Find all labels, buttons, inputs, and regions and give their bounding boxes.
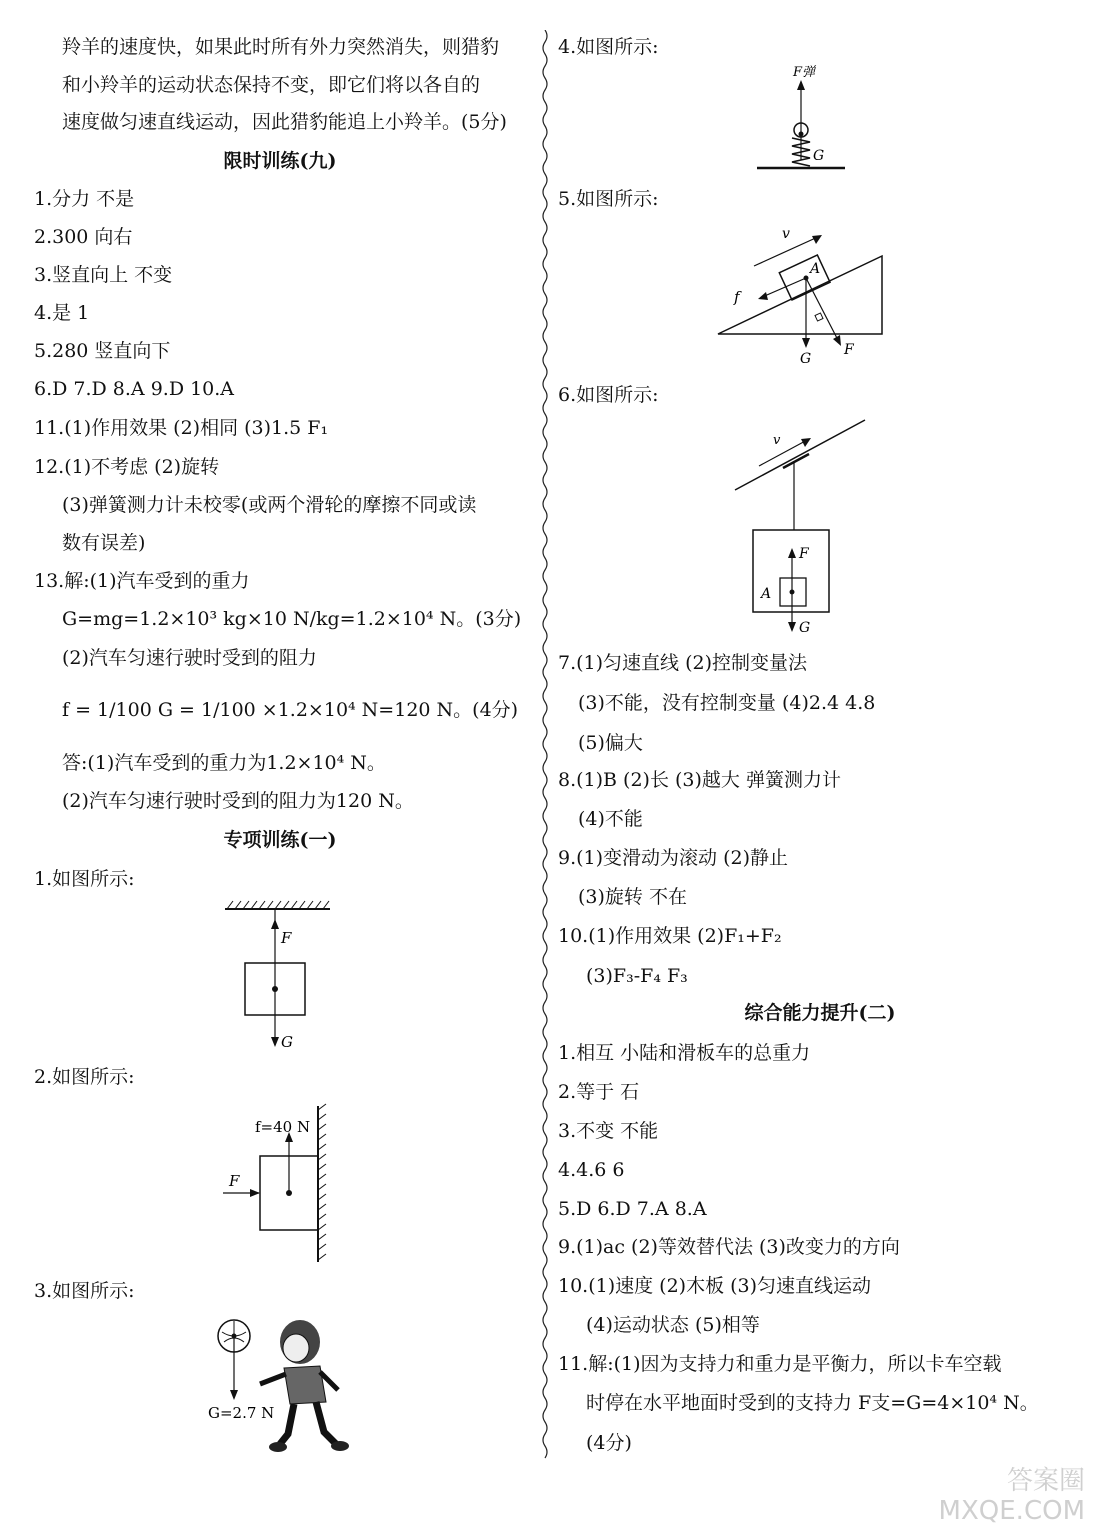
question-label: 5.如图所示: — [558, 188, 659, 210]
label-f: f — [734, 288, 740, 306]
label-weight: G=2.7 N — [208, 1404, 275, 1422]
answer-line: 答:(1)汽车受到的重力为1.2×10⁴ N。 — [62, 752, 386, 774]
answer-line: 10.(1)速度 (2)木板 (3)匀速直线运动 — [558, 1275, 872, 1297]
figure-spring — [745, 62, 855, 177]
answer-line: 7.(1)匀速直线 (2)控制变量法 — [558, 652, 807, 674]
answer-line: 5.280 竖直向下 — [34, 340, 171, 362]
answer-line: (4)不能 — [578, 808, 643, 830]
answer-line: 3.不变 不能 — [558, 1120, 659, 1142]
answer-line: 6.D 7.D 8.A 9.D 10.A — [34, 378, 235, 400]
answer-line: 10.(1)作用效果 (2)F₁+F₂ — [558, 925, 782, 947]
answer-line: (4分) — [586, 1432, 632, 1454]
section-title-xianshi-9: 限时训练(九) — [223, 150, 337, 172]
answer-line: 11.(1)作用效果 (2)相同 (3)1.5 F₁ — [34, 417, 329, 439]
label-A: A — [761, 586, 772, 602]
question-label: 6.如图所示: — [558, 384, 659, 406]
answer-line: 4.4.6 6 — [558, 1159, 625, 1181]
intro-line-3: 速度做匀速直线运动，因此猎豹能追上小羚羊。(5分) — [62, 111, 507, 133]
answer-line: 12.(1)不考虑 (2)旋转 — [34, 456, 220, 478]
answer-line: (3)弹簧测力计未校零(或两个滑轮的摩擦不同或读 — [62, 494, 477, 516]
intro-line-1: 羚羊的速度快，如果此时所有外力突然消失，则猎豹 — [62, 36, 500, 58]
question-label: 1.如图所示: — [34, 868, 135, 890]
label-F: F — [844, 342, 854, 358]
answer-line: (4)运动状态 (5)相等 — [586, 1314, 760, 1336]
label-A: A — [810, 261, 821, 277]
question-label: 4.如图所示: — [558, 36, 659, 58]
answer-line: 9.(1)ac (2)等效替代法 (3)改变力的方向 — [558, 1236, 900, 1258]
label-v: v — [782, 226, 790, 242]
column-divider — [540, 30, 550, 1460]
boy-icon — [260, 1320, 349, 1452]
label-G: G — [800, 351, 812, 367]
label-v: v — [773, 433, 781, 448]
answer-line: (3)F₃-F₄ F₃ — [586, 965, 688, 987]
answer-line: 13.解:(1)汽车受到的重力 — [34, 570, 250, 592]
answer-line: 1.相互 小陆和滑板车的总重力 — [558, 1042, 811, 1064]
label-friction: f=40 N — [255, 1118, 311, 1136]
formula-gravity: G=mg=1.2×10³ kg×10 N/kg=1.2×10⁴ N。(3分) — [62, 608, 522, 630]
question-label: 2.如图所示: — [34, 1066, 135, 1088]
question-label: 3.如图所示: — [34, 1280, 135, 1302]
answer-line: 3.竖直向上 不变 — [34, 264, 173, 286]
section-title-zonghe-2: 综合能力提升(二) — [744, 1002, 896, 1024]
watermark: 答案圈 MXQE.COM — [938, 1466, 1085, 1526]
answer-line: (2)汽车匀速行驶时受到的阻力为120 N。 — [62, 790, 414, 812]
label-G: G — [281, 1033, 293, 1051]
answer-line: 4.是 1 — [34, 302, 90, 324]
answer-line: 2.300 向右 — [34, 226, 133, 248]
label-F-elastic: F弹 — [793, 65, 816, 80]
answer-line: 2.等于 石 — [558, 1081, 640, 1103]
figure-block-wall — [215, 1098, 345, 1268]
label-G: G — [813, 148, 825, 164]
answer-line: 8.(1)B (2)长 (3)越大 弹簧测力计 — [558, 769, 841, 791]
answer-line: (5)偏大 — [578, 732, 643, 754]
figure-boy-ball — [200, 1310, 370, 1460]
answer-line: (2)汽车匀速行驶时受到的阻力 — [62, 647, 317, 669]
figure-incline — [710, 218, 900, 373]
figure-hanging-block — [215, 895, 345, 1055]
answer-line: 5.D 6.D 7.A 8.A — [558, 1198, 707, 1220]
label-F: F — [799, 546, 809, 562]
answer-line: (3)旋转 不在 — [578, 886, 687, 908]
answer-line: 1.分力 不是 — [34, 188, 135, 210]
label-F: F — [281, 929, 292, 947]
section-title-zhuanxiang-1: 专项训练(一) — [223, 829, 337, 851]
answer-line: 11.解:(1)因为支持力和重力是平衡力，所以卡车空载 — [558, 1353, 1002, 1375]
figure-hanging-box — [725, 412, 875, 642]
answer-line: (3)不能，没有控制变量 (4)2.4 4.8 — [578, 692, 876, 714]
intro-line-2: 和小羚羊的运动状态保持不变，即它们将以各自的 — [62, 74, 481, 96]
label-G: G — [799, 620, 811, 636]
answer-line: 时停在水平地面时受到的支持力 F支=G=4×10⁴ N。 — [586, 1392, 1039, 1414]
formula-friction: f = 1/100 G = 1/100 ×1.2×10⁴ N=120 N。(4分) — [62, 699, 519, 721]
answer-line: 数有误差) — [62, 532, 146, 554]
label-F: F — [229, 1172, 240, 1190]
answer-line: 9.(1)变滑动为滚动 (2)静止 — [558, 847, 788, 869]
